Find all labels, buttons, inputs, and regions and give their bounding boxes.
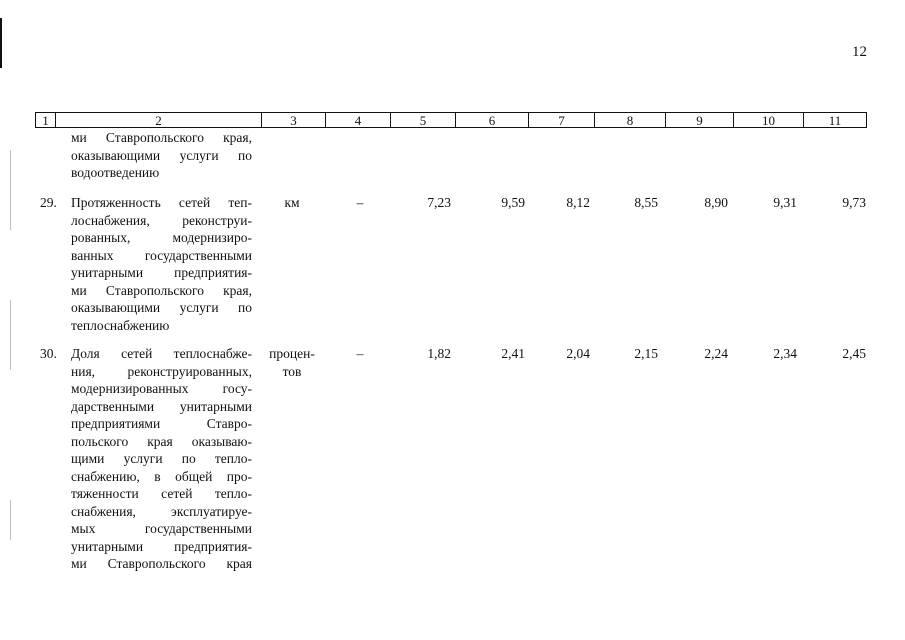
value-col-10: 2,34 <box>773 346 797 361</box>
unit-line: тов <box>282 363 302 379</box>
value-col-11: 2,45 <box>842 346 866 361</box>
description-line: ми Ставропольского края, <box>71 130 252 145</box>
column-header-6: 6 <box>456 113 529 127</box>
value-col-10: 9,31 <box>773 195 797 210</box>
column-header-2: 2 <box>56 113 262 127</box>
description-line: унитарными предприятия- <box>71 265 252 280</box>
column-header-5: 5 <box>391 113 456 127</box>
description-line: ния, реконструированных, <box>71 363 252 379</box>
value-col-5: 7,23 <box>427 195 451 210</box>
column-header-10: 10 <box>734 113 804 127</box>
value-col-5: 1,82 <box>427 346 451 361</box>
value-col-8: 8,55 <box>634 195 658 210</box>
description-line: дарственными унитарными <box>71 398 252 414</box>
description-line: щими услуги по тепло- <box>71 451 252 466</box>
value-col-6: 2,41 <box>501 346 525 361</box>
value-col-9: 2,24 <box>704 346 728 361</box>
column-4-cell: – <box>356 195 364 210</box>
description-line: лоснабжения, реконструи- <box>71 212 252 228</box>
description-line: оказывающими услуги по <box>71 300 252 315</box>
column-4-cell: – <box>356 346 364 361</box>
description-line: польского края оказываю- <box>71 433 252 449</box>
scan-artifact-line <box>10 500 11 540</box>
unit-cell <box>262 345 322 380</box>
row-description <box>71 129 252 182</box>
scan-artifact-line <box>10 300 11 370</box>
description-line: водоотведению <box>71 165 160 180</box>
description-line: предприятиями Ставро- <box>71 416 252 431</box>
value-col-8: 2,15 <box>634 346 658 361</box>
row-number: 30. <box>40 346 57 361</box>
row-number: 29. <box>40 195 57 210</box>
description-line: Доля сетей теплоснабже- <box>71 346 252 361</box>
page-edge-mark <box>0 18 2 68</box>
column-header-11: 11 <box>828 113 842 128</box>
description-line: Протяженность сетей теп- <box>71 195 252 210</box>
unit-line: процен- <box>269 346 315 361</box>
description-line: тяженности сетей тепло- <box>71 486 252 501</box>
value-col-9: 8,90 <box>704 195 728 210</box>
description-line: снабжения, эксплуатируе- <box>71 503 252 519</box>
description-line: ванных государственными <box>71 247 252 263</box>
description-line: ми Ставропольского края, <box>71 282 252 298</box>
column-header-8: 8 <box>595 113 666 127</box>
value-col-6: 9,59 <box>501 195 525 210</box>
unit-line: км <box>284 195 300 210</box>
value-col-7: 2,04 <box>566 346 590 361</box>
value-col-7: 8,12 <box>566 195 590 210</box>
description-line: оказывающими услуги по <box>71 147 252 163</box>
column-header-4: 4 <box>326 113 391 127</box>
description-line: ми Ставропольского края <box>71 556 252 571</box>
column-header-9: 9 <box>666 113 734 127</box>
column-header-1: 1 <box>36 113 56 127</box>
row-description <box>71 194 252 334</box>
page-number: 12 <box>852 44 867 60</box>
description-line: теплоснабжению <box>71 317 170 333</box>
description-line: рованных, модернизиро- <box>71 230 252 245</box>
description-line: мых государственными <box>71 521 252 536</box>
description-line: унитарными предприятия- <box>71 538 252 554</box>
unit-cell <box>262 194 322 212</box>
table-header-row <box>35 112 867 128</box>
description-line: снабжению, в общей про- <box>71 468 252 484</box>
column-header-7: 7 <box>529 113 595 127</box>
column-header-3: 3 <box>262 113 326 127</box>
value-col-11: 9,73 <box>842 195 866 210</box>
description-line: модернизированных госу- <box>71 381 252 396</box>
scan-artifact-line <box>10 150 11 230</box>
row-description <box>71 345 252 573</box>
